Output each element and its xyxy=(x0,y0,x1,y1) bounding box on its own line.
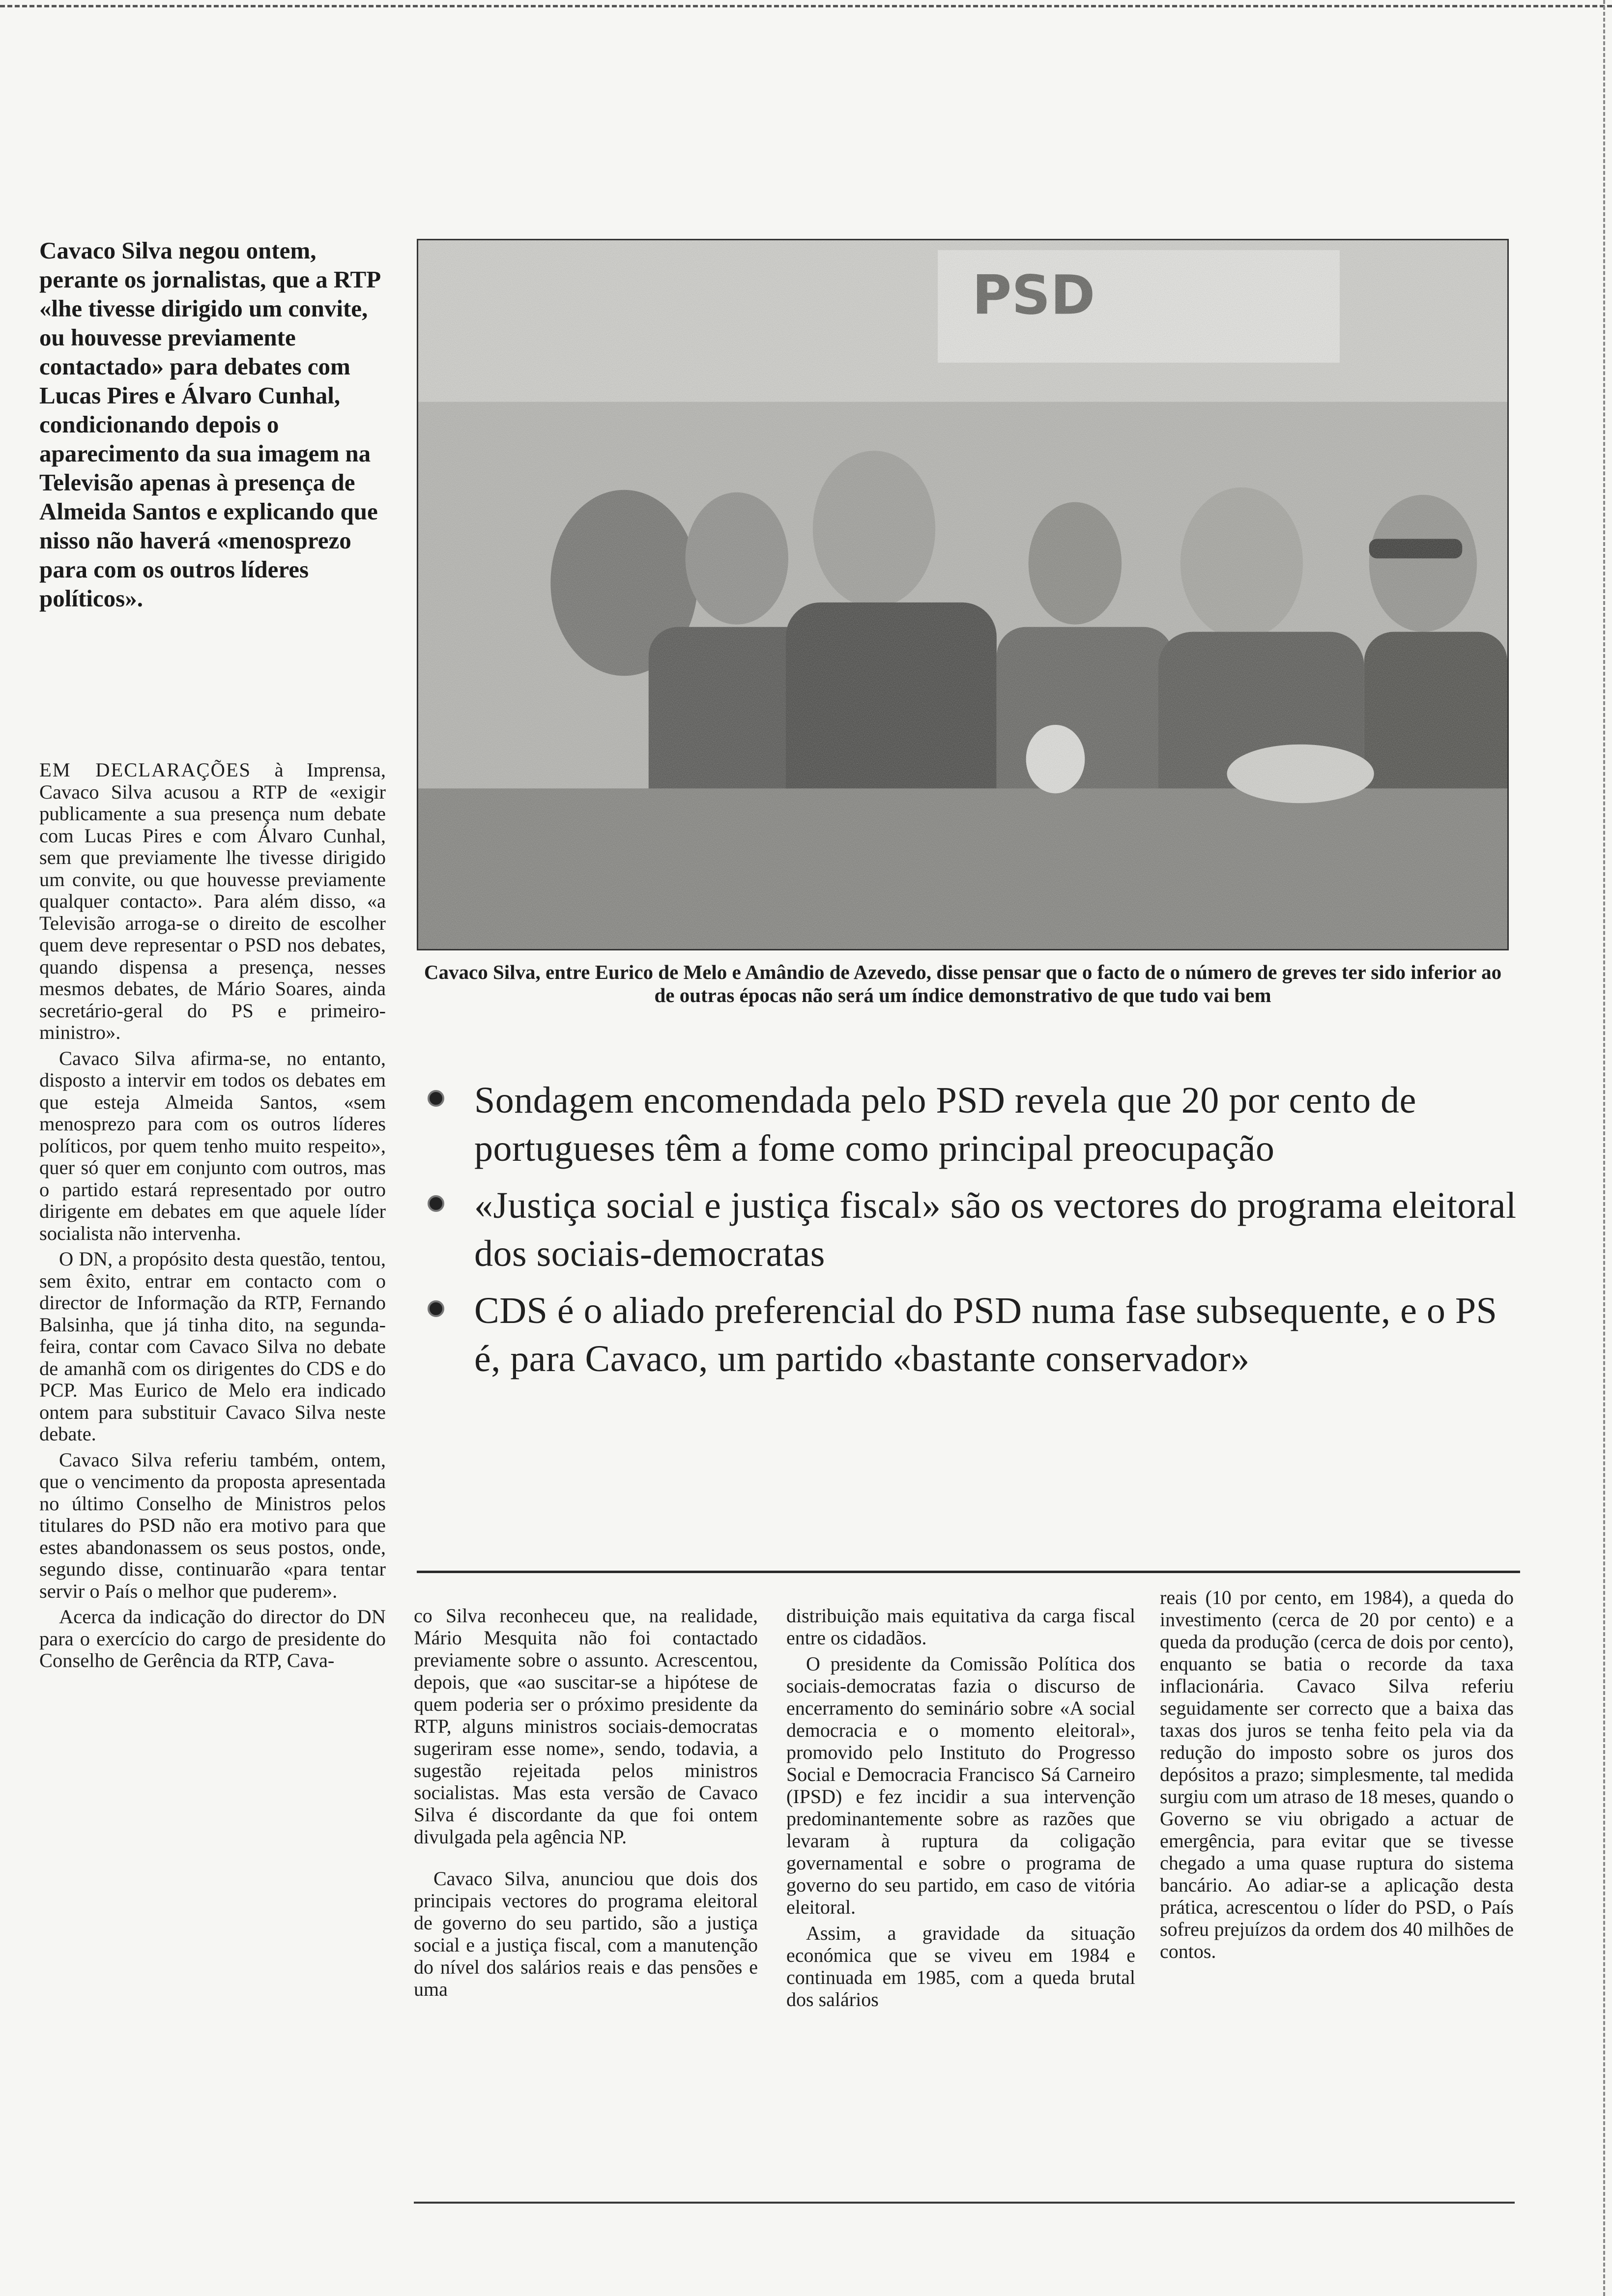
headline-item xyxy=(423,1287,1519,1383)
headline-text: «Justiça social e justiça fiscal» são os vectores do programa eleitoral dos sociais-democratas xyxy=(474,1185,1517,1274)
photo-caption: Cavaco Silva, entre Eurico de Melo e Amândio de Azevedo, disse pensar que o facto de o número de greves ter sido inferior ao de outras épocas não será um índice demonstrativo de que tudo vai bem xyxy=(424,961,1502,1006)
article-paragraph: Cavaco Silva, anunciou que dois dos principais vectores do programa eleitoral de governo do seu partido, são a justiça social e a justiça fiscal, com a manutenção do nível dos salários reais e das pensões e uma xyxy=(414,1867,758,2000)
intro-text: à Imprensa, Cavaco Silva acusou a RTP de «exigir publicamente a sua presença num debate com Lucas Pires e com Álvaro Cunhal, sem que previamente lhe tivesse dirigido um convite, ou que houvesse previamente qualquer contacto». Para além disso, «a Televisão arroga-se o direito de escolher quem deve representar o PSD nos debates, quando dispensa a presença, nesses mesmos debates, de Mário Soares, ainda secretário-geral do PS e primeiro-ministro». xyxy=(39,759,386,1043)
bullet-icon xyxy=(428,1195,444,1212)
headline-list xyxy=(423,1076,1519,1392)
article-paragraph: distribuição mais equitativa da carga fiscal entre os cidadãos. xyxy=(786,1605,1135,1649)
scan-edge-top xyxy=(0,5,1612,7)
article-column-1 xyxy=(39,759,386,1676)
lead-paragraph: Cavaco Silva negou ontem, perante os jornalistas, que a RTP «lhe tivesse dirigido um convite, ou houvesse previamente contactado» para debates com Lucas Pires e Álvaro Cunhal, condicionando depois o aparecimento da sua imagem na Televisão apenas à presença de Almeida Santos e explicando que nisso não haverá «menosprezo para com os outros líderes políticos». xyxy=(39,237,380,612)
article-paragraph: Cavaco Silva afirma-se, no entanto, disposto a intervir em todos os debates em que esteja Almeida Santos, «sem menosprezo para com os outros líderes políticos, por quem tenho muito respeito», quer só quer em conjunto com outros, mas o partido estará representado por outro dirigente em debates em que aquele líder socialista não intervenha. xyxy=(39,1047,386,1244)
bullet-icon xyxy=(428,1090,444,1107)
photo-image xyxy=(418,240,1507,949)
article-paragraph: O DN, a propósito desta questão, tentou, sem êxito, entrar em contacto com o director de Informação da RTP, Fernando Balsinha, que já tinha dito, na segunda-feira, contar com Cavaco Silva no debate de amanhã com os dirigentes do CDS e do PCP. Mas Eurico de Melo era indicado ontem para substituir Cavaco Silva neste debate. xyxy=(39,1248,386,1445)
bottom-divider xyxy=(414,2202,1515,2204)
scan-edge-right xyxy=(1603,0,1605,2296)
article-column-4 xyxy=(1160,1586,1514,1966)
intro-caps: EM DECLARAÇÕES xyxy=(39,759,252,781)
article-column-3 xyxy=(786,1605,1135,2014)
article-paragraph: Cavaco Silva referiu também, ontem, que o vencimento da proposta apresentada no último Conselho de Ministros pelos titulares do PSD não era motivo para que estes abandonassem os seus postos, onde, segundo disse, continuarão «para tentar servir o País o melhor que puderem». xyxy=(39,1448,386,1602)
article-paragraph: reais (10 por cento, em 1984), a queda do investimento (cerca de 20 por cento) e a queda da produção (cerca de dois por cento), enquanto se batia o recorde da taxa inflacionária. Cavaco Silva referiu seguidamente ser correcto que a baixa das taxas dos juros se tenha feito pela via da redução do imposto sobre os juros dos depósitos a prazo; simplesmente, tal medida surgiu com um atraso de 18 meses, quando o Governo se viu obrigado a actuar de emergência, para evitar que se tivesse chegado a uma quase ruptura do sistema bancário. Ao adiar-se a aplicação desta prática, acrescentou o líder do PSD, o País sofreu prejuízos da ordem dos 40 milhões de contos. xyxy=(1160,1586,1514,1962)
headline-item xyxy=(423,1076,1519,1173)
headline-item xyxy=(423,1181,1519,1278)
article-paragraph: Assim, a gravidade da situação económica que se viveu em 1984 e continuada em 1985, com a queda brutal dos salários xyxy=(786,1922,1135,2010)
article-paragraph: Acerca da indicação do director do DN para o exercício do cargo de presidente do Conselho de Gerência da RTP, Cava- xyxy=(39,1606,386,1671)
bullet-icon xyxy=(428,1300,444,1317)
headline-text: CDS é o aliado preferencial do PSD numa fase subsequente, e o PS é, para Cavaco, um partido «bastante conservador» xyxy=(474,1290,1497,1379)
article-paragraph: co Silva reconheceu que, na realidade, Mário Mesquita não foi contactado previamente sobre o assunto. Acrescentou, depois, que «ao suscitar-se a hipótese de quem poderia ser o próximo presidente da RTP, alguns ministros sociais-democratas sugeriram esse nome», sendo, todavia, a sugestão rejeitada pelos ministros socialistas. Mas esta versão de Cavaco Silva é discordante da que foi ontem divulgada pela agência NP. xyxy=(414,1605,758,1848)
press-photo xyxy=(417,239,1509,950)
article-paragraph: O presidente da Comissão Política dos sociais-democratas fazia o discurso de encerramento do seminário sobre «A social democracia e o momento eleitoral», promovido pelo Instituto do Progresso Social e Democracia Francisco Sá Carneiro (IPSD) e fez incidir a sua intervenção predominantemente sobre as razões que levaram à ruptura da coligação governamental e sobre o programa de governo do seu partido, em caso de vitória eleitoral. xyxy=(786,1653,1135,1918)
headline-text: Sondagem encomendada pelo PSD revela que 20 por cento de portugueses têm a fome como principal preocupação xyxy=(474,1080,1416,1169)
section-divider xyxy=(417,1571,1520,1573)
article-paragraph xyxy=(39,759,386,1044)
article-column-2 xyxy=(414,1605,758,2004)
